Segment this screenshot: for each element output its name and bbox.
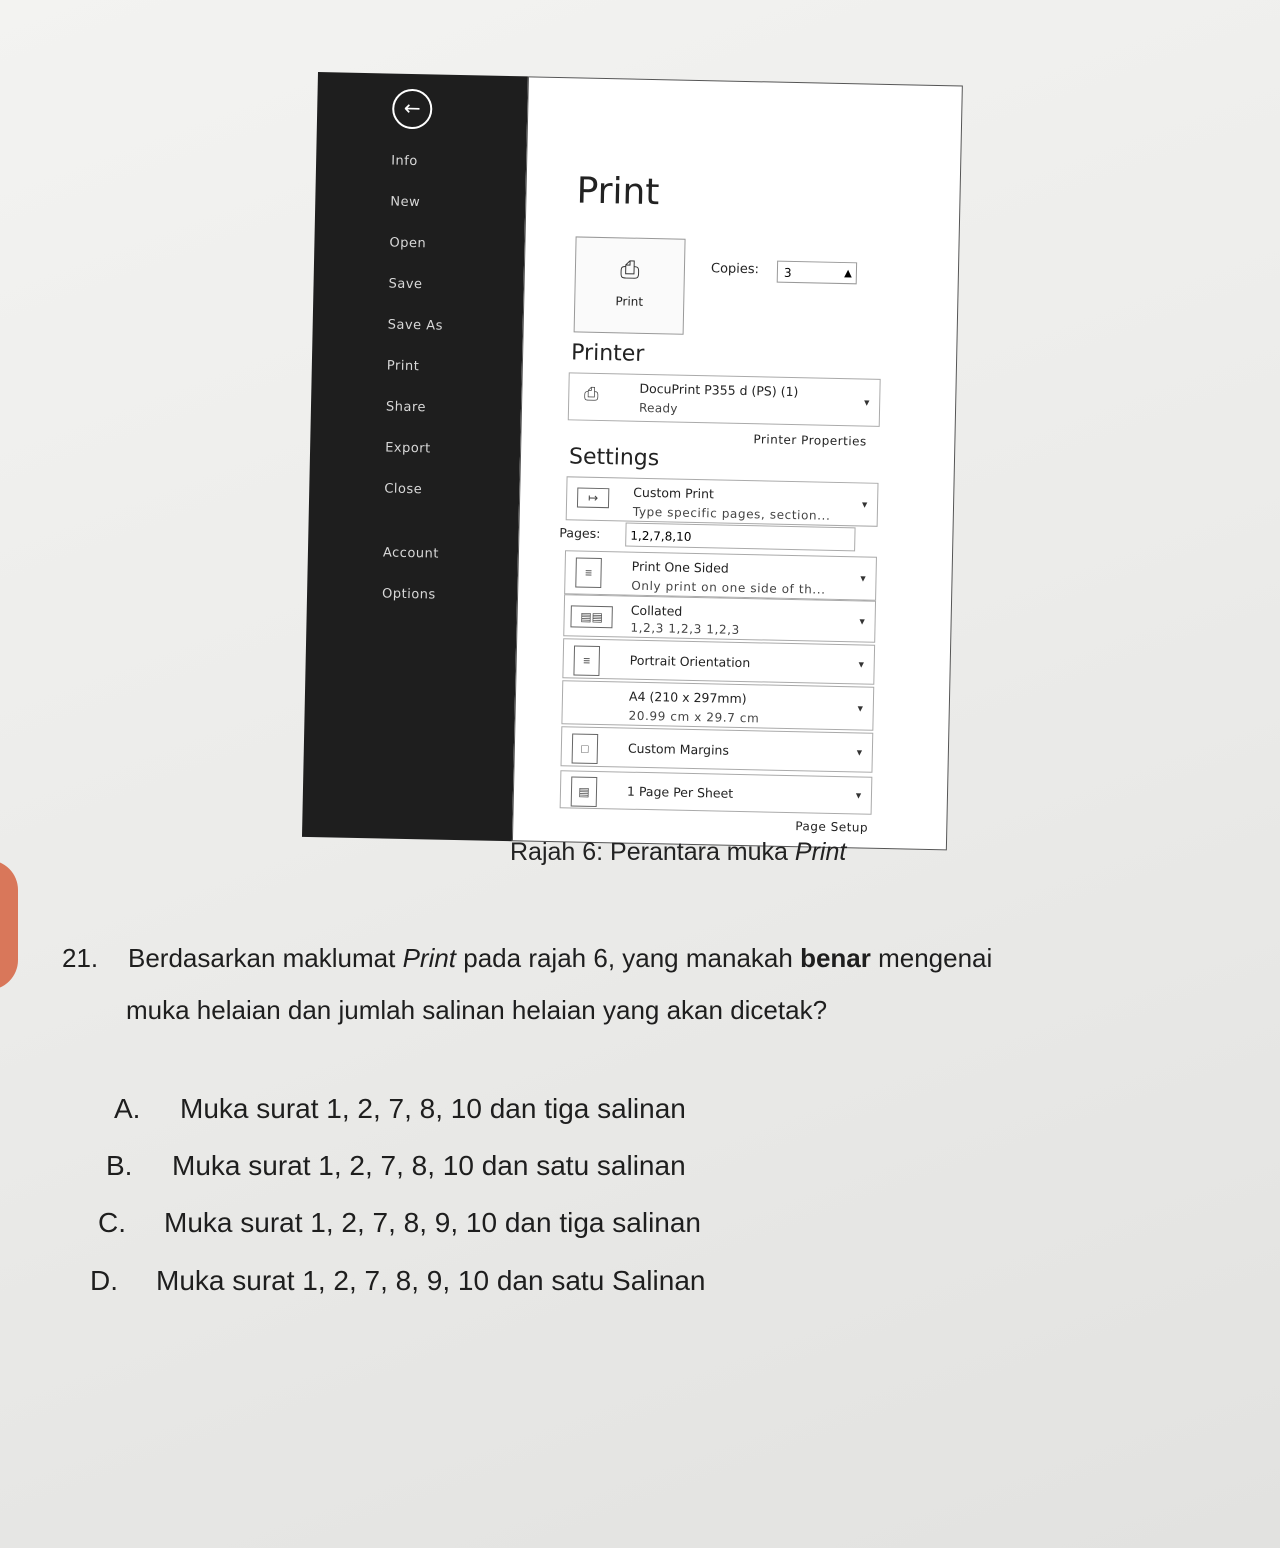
custom-print-dropdown[interactable]: [566, 476, 879, 527]
orientation-dropdown[interactable]: [562, 638, 875, 685]
nav-item-save-as[interactable]: Save As: [387, 317, 444, 334]
collated-dropdown[interactable]: [563, 594, 876, 643]
collated-subtitle: 1,2,3 1,2,3 1,2,3: [630, 620, 740, 637]
option-letter: D.: [90, 1265, 118, 1296]
margins-icon: □: [572, 733, 599, 764]
option-a[interactable]: [114, 1093, 686, 1125]
margins-title: Custom Margins: [627, 740, 730, 758]
nav-item-export[interactable]: Export: [384, 440, 431, 457]
caption-prefix: Rajah 6: Perantara muka: [510, 838, 795, 866]
print-backstage-screenshot: [302, 72, 963, 850]
nav-item-new[interactable]: New: [390, 194, 421, 211]
pages-icon: ↦: [577, 488, 609, 509]
printer-properties-link[interactable]: Printer Properties: [753, 432, 867, 449]
option-text: Muka surat 1, 2, 7, 8, 9, 10 dan satu Salinan: [156, 1265, 706, 1296]
sides-dropdown[interactable]: [564, 550, 877, 601]
thumb: [0, 860, 18, 990]
printer-device-icon: ⎙: [583, 383, 599, 404]
custom-print-title: Custom Print: [633, 484, 715, 502]
nav-item-close[interactable]: Close: [384, 481, 423, 498]
custom-print-subtitle: Type specific pages, section...: [632, 504, 831, 523]
option-letter: C.: [98, 1207, 126, 1238]
nav-item-options[interactable]: Options: [381, 586, 436, 603]
page-per-sheet-icon: ▤: [571, 776, 598, 807]
question-part1: Berdasarkan maklumat: [128, 943, 403, 973]
chevron-down-icon: ▼: [860, 499, 870, 510]
chevron-down-icon: ▼: [853, 790, 864, 801]
collated-title: Collated: [630, 602, 683, 619]
question-italic: Print: [402, 943, 457, 973]
question-part2: pada rajah 6, yang manakah: [456, 943, 801, 973]
pages-per-sheet-dropdown[interactable]: [560, 770, 873, 815]
sides-subtitle: Only print on one side of th...: [631, 578, 826, 597]
question-21: [62, 932, 1262, 1036]
print-panel: [512, 76, 963, 850]
option-c[interactable]: [98, 1207, 701, 1239]
paper-size-title: A4 (210 x 297mm): [628, 688, 747, 707]
page-setup-link[interactable]: Page Setup: [795, 819, 869, 835]
back-arrow-icon[interactable]: ←: [392, 89, 433, 130]
chevron-down-icon: ▼: [858, 573, 868, 584]
copies-value: 3: [783, 265, 792, 280]
option-text: Muka surat 1, 2, 7, 8, 10 dan satu salinan: [172, 1150, 686, 1181]
settings-heading: Settings: [568, 444, 660, 472]
orientation-title: Portrait Orientation: [629, 652, 751, 671]
question-part3: mengenai: [870, 943, 993, 973]
collated-icon: ▤▤: [570, 605, 612, 628]
printer-heading: Printer: [570, 340, 645, 367]
chevron-down-icon: ▼: [855, 703, 865, 714]
nav-item-info[interactable]: Info: [390, 153, 418, 170]
print-button-label: Print: [615, 294, 644, 309]
option-letter: B.: [106, 1150, 133, 1181]
printer-status: Ready: [638, 400, 678, 416]
option-letter: A.: [114, 1093, 141, 1124]
one-sided-icon: ≡: [575, 558, 602, 589]
chevron-down-icon: ▼: [857, 616, 867, 627]
portrait-page-icon: ≡: [573, 645, 600, 676]
question-bold: benar: [800, 943, 871, 973]
nav-item-share[interactable]: Share: [385, 399, 427, 416]
backstage-sidebar: [302, 72, 528, 841]
figure-caption: [510, 838, 846, 867]
print-button[interactable]: [574, 236, 686, 334]
pages-label: Pages:: [559, 525, 601, 542]
paper-size-dropdown[interactable]: [561, 680, 874, 731]
show-through-text: [149, 590, 157, 621]
option-b[interactable]: [106, 1150, 686, 1182]
nav-item-save[interactable]: Save: [388, 276, 423, 293]
chevron-down-icon: ▼: [854, 747, 864, 758]
option-text: Muka surat 1, 2, 7, 8, 10 dan tiga salinan: [180, 1093, 686, 1124]
question-line-1: [62, 932, 1262, 984]
printer-dropdown[interactable]: [568, 372, 881, 427]
nav-item-account[interactable]: Account: [382, 545, 440, 562]
option-text: Muka surat 1, 2, 7, 8, 9, 10 dan tiga salinan: [164, 1207, 702, 1238]
printer-icon: ⎙: [620, 256, 640, 284]
page-title: Print: [576, 170, 660, 214]
margins-dropdown[interactable]: [561, 726, 874, 773]
caption-italic: Print: [794, 838, 847, 866]
nav-item-print[interactable]: Print: [386, 358, 420, 375]
sides-title: Print One Sided: [631, 558, 729, 576]
printer-name: DocuPrint P355 d (PS) (1): [639, 380, 799, 400]
copies-spinner[interactable]: [777, 261, 857, 285]
paper-size-subtitle: 20.99 cm x 29.7 cm: [628, 708, 760, 726]
chevron-down-icon: ▼: [862, 397, 872, 408]
chevron-down-icon: ▼: [856, 659, 866, 670]
copies-label: Copies:: [710, 261, 760, 278]
pages-input[interactable]: 1,2,7,8,10: [625, 523, 855, 552]
question-number: 21.: [62, 943, 99, 973]
nav-item-open[interactable]: Open: [389, 235, 427, 252]
pages-per-sheet-title: 1 Page Per Sheet: [626, 783, 734, 801]
spinner-arrows-icon[interactable]: ▲: [844, 268, 853, 280]
question-line-2: muka helaian dan jumlah salinan helaian yang akan dicetak?: [126, 995, 828, 1025]
option-d[interactable]: [90, 1265, 705, 1297]
